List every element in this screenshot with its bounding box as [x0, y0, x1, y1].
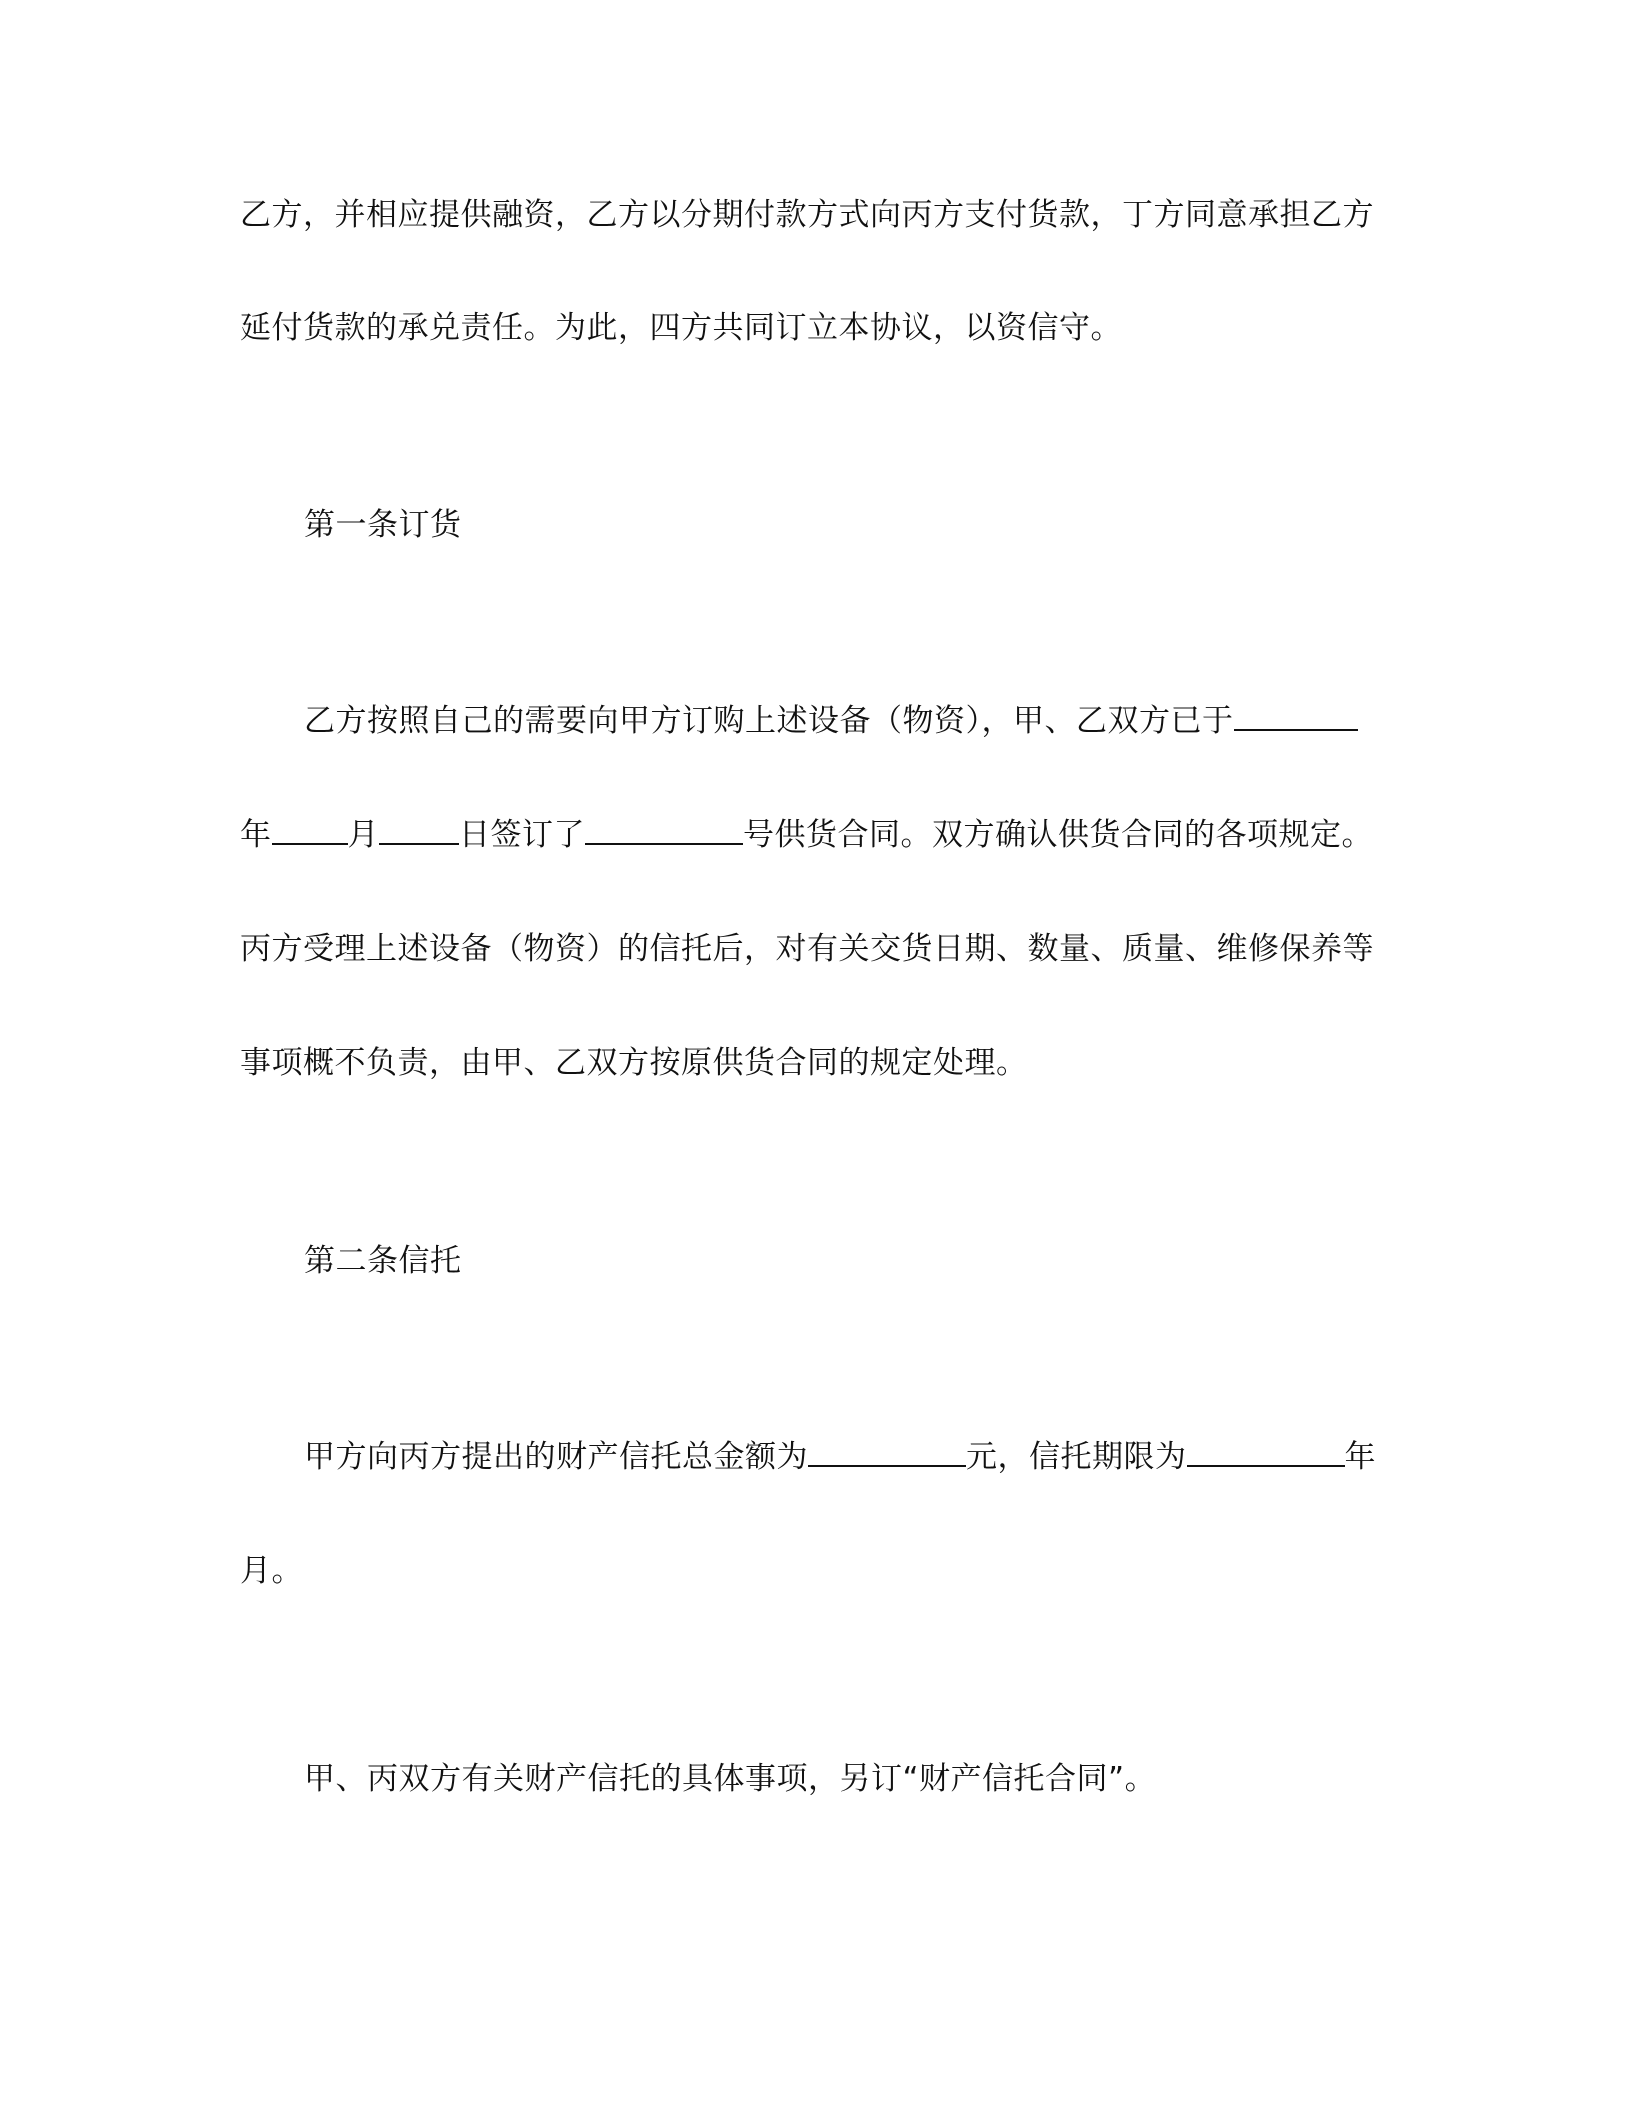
trust-amount-text: 甲方向丙方提出的财产信托总金额为 — [304, 1439, 808, 1475]
article-1-paragraph-line-2 — [240, 815, 1380, 855]
month-blank — [272, 815, 348, 845]
date-year-blank — [1234, 701, 1358, 731]
article-1-text: 乙方按照自己的需要向甲方订购上述设备（物资），甲、乙双方已于 — [304, 703, 1234, 739]
trust-period-text: 元，信托期限为 — [966, 1439, 1187, 1475]
day-signed-label: 日签订了 — [459, 817, 585, 853]
article-1-paragraph-line-1 — [304, 701, 1380, 741]
article-2-heading: 第二条信托 — [304, 1243, 462, 1279]
article-1-paragraph-line-4: 事项概不负责，由甲、乙双方按原供货合同的规定处理。 — [240, 1045, 1028, 1081]
article-2-paragraph-line-2: 月。 — [240, 1553, 303, 1589]
year-label: 年 — [240, 817, 272, 853]
contract-number-blank — [585, 815, 743, 845]
intro-line-1: 乙方，并相应提供融资，乙方以分期付款方式向丙方支付货款，丁方同意承担乙方 — [240, 197, 1374, 233]
article-2-paragraph-2: 甲、丙双方有关财产信托的具体事项，另订“财产信托合同”。 — [304, 1761, 1157, 1797]
article-2-paragraph-line-1 — [304, 1437, 1380, 1477]
day-blank — [379, 815, 459, 845]
trust-period-blank — [1187, 1437, 1345, 1467]
month-label: 月 — [347, 817, 379, 853]
intro-line-2: 延付货款的承兑责任。为此，四方共同订立本协议，以资信守。 — [240, 310, 1122, 346]
trust-amount-blank — [808, 1437, 966, 1467]
article-1-paragraph-line-3: 丙方受理上述设备（物资）的信托后，对有关交货日期、数量、质量、维修保养等 — [240, 931, 1374, 967]
trust-year-label: 年 — [1344, 1439, 1376, 1475]
article-1-heading: 第一条订货 — [304, 507, 462, 543]
contract-confirm-text: 号供货合同。双方确认供货合同的各项规定。 — [743, 817, 1373, 853]
